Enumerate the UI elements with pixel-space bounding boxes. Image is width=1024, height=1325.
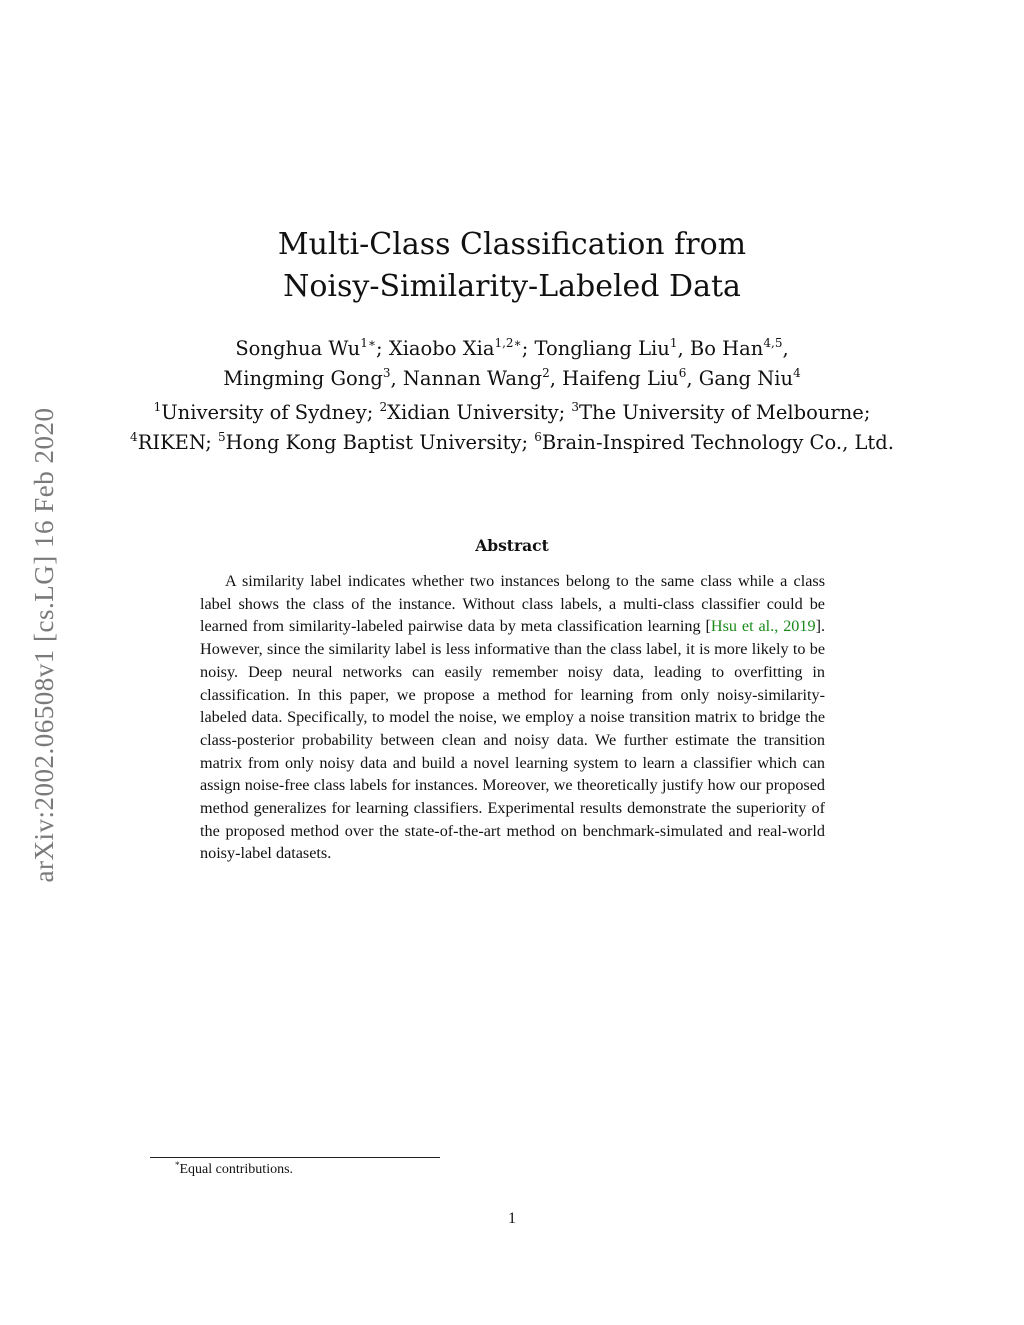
title-line-2: Noisy-Similarity-Labeled Data [283,269,741,304]
affiliation-line-2: $^4$RIKEN; $^5$Hong Kong Baptist University; $^6$Brain-Inspired Technology Co., Ltd. [130,430,894,454]
affiliation-name: RIKEN [137,431,206,454]
author-name: Xiaobo Xia [388,337,495,360]
author-affiliation-mark: 1,2∗ [494,336,522,350]
author-block [0,334,1024,458]
author-affiliation-mark: 2 [542,366,550,380]
abstract-text-part-2: ]. However, since the similarity label is less informative than the class label, it is more likely to be noisy. Deep neural networks can easily remember noisy data, leading to overfitting in classification. In this paper, we propose a method for learning from only noisy-similarity-labeled data. Specifically, to model the noise, we employ a noise transition matrix to bridge the class-posterior probability between clean and noisy data. We further estimate the transition matrix from only noisy data and build a novel learning system to learn a classifier which can assign noise-free class labels for instances. Moreover, we theoretically justify how our proposed method generalizes for learning classifiers. Experimental results demonstrate the superiority of the proposed method over the state-of-the-art method on benchmark-simulated and real-world noisy-label datasets. [200,617,826,863]
author-name: Bo Han [689,337,764,360]
abstract-text [200,570,825,865]
author-line-1: Songhua $Wu^{1∗}$; Xiaobo Xia$^{1,2∗}$; Tongliang Liu$^1$, Bo Han$^{4,5}$, [235,336,789,360]
author-affiliation-mark: 1∗ [360,336,377,350]
affiliation-name: The University of Melbourne [579,401,864,424]
affiliation-name: Hong Kong Baptist University [225,431,522,454]
paper-title [0,224,1024,308]
citation-separator: , [774,617,784,636]
affiliation-mark: 2 [379,400,388,414]
abstract-text-part-1: A similarity label indicates whether two instances belong to the same class while a class label shows the class of the instance. Without class labels, a multi-class classifier could be learned from similarity-labeled pairwise data by meta classification learning [ [200,572,825,636]
author-name: Gang Niu [698,367,794,390]
title-line-1: Multi-Class Classification from [277,227,747,262]
author-name: Haifeng Liu [562,367,679,390]
footnote-text: Equal contributions. [179,1162,294,1177]
abstract-heading: Abstract [475,536,549,555]
arxiv-identifier-stamp: arXiv:2002.06508v1 [cs.LG] 16 Feb 2020 [29,407,59,883]
author-affiliation-mark: 6 [678,366,687,380]
author-name: Mingming Gong [223,367,383,390]
affiliation-line-1: $^1$University of Sydney; $^2$Xidian University; $^3$The University of Melbourne; [153,400,871,424]
author-name: Nannan Wang [402,367,543,390]
affiliation-mark: 6 [534,430,542,444]
author-affiliation-mark: 3 [382,366,391,380]
affiliation-mark: 1 [153,400,162,414]
citation-author: Hsu et al. [710,617,775,636]
affiliation-name: Xidian University [387,401,559,424]
footnote-divider [150,1157,440,1158]
page-number: 1 [508,1210,516,1227]
author-name: Songhua Wu [235,337,361,360]
affiliation-name: University of Sydney [161,401,367,424]
affiliation-mark: 3 [571,400,580,414]
author-affiliation-mark: 1 [669,336,678,350]
affiliation-mark: 4 [130,430,138,444]
citation-link[interactable] [711,617,816,635]
footnote-mark: * [175,1160,180,1170]
author-name: Tongliang Liu [534,337,670,360]
affiliation-name: Brain-Inspired Technology Co., Ltd. [541,431,894,454]
affiliation-mark: 5 [218,430,226,444]
author-line-2: Mingming Gong$^3$, Nannan Wang$^2$, Haifeng Liu$^6$, Gang Niu$^4$ [223,366,801,390]
footnote [175,1162,293,1178]
citation-year: 2019 [783,617,816,636]
author-affiliation-mark: 4,5 [763,336,783,350]
author-affiliation-mark: 4 [793,366,801,380]
